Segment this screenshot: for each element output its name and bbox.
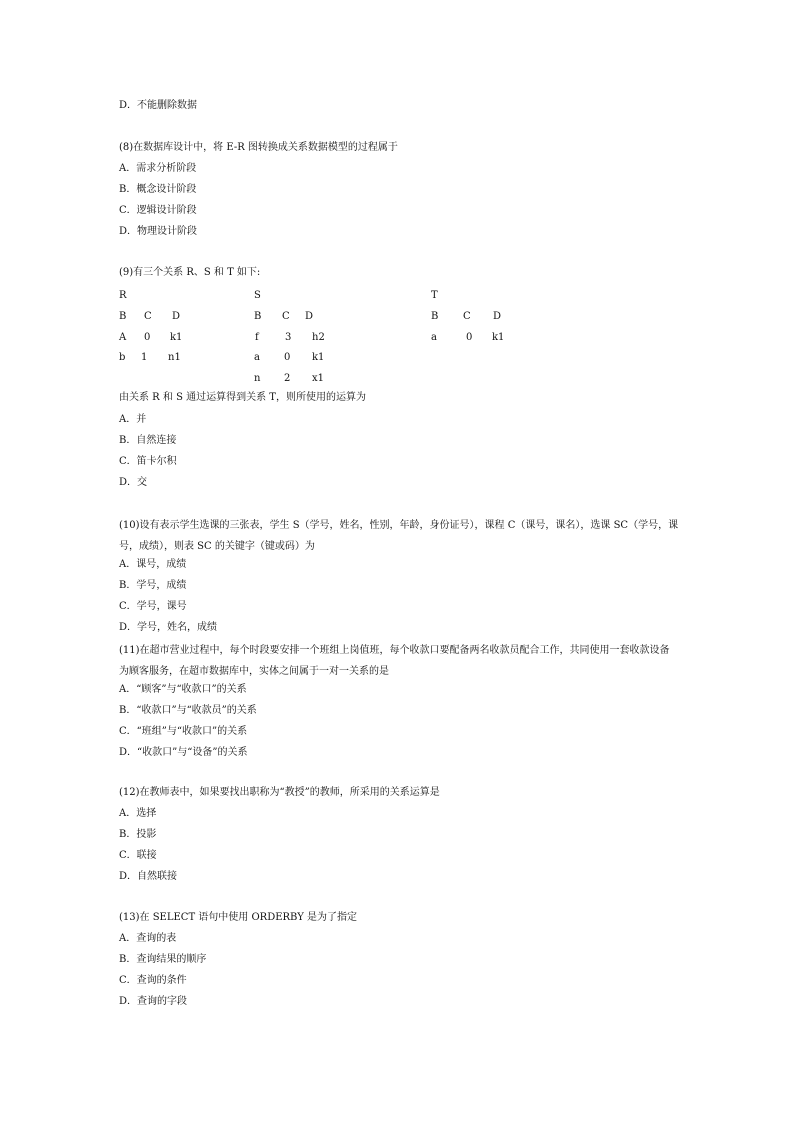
q10-option-a: A．课号，成绩 — [119, 559, 187, 570]
relation-s-cell: h2 — [312, 332, 325, 343]
q12-option-a: A．选择 — [119, 808, 157, 819]
q11-stem: (11)在超市营业过程中，每个时段要安排一个班组上岗值班，每个收款口要配备两名收款员配合工作，共同使用一套收款设备为顾客服务，在超市数据库中，实体之间属于一对一关系的是 — [119, 645, 670, 677]
relation-r-cell: 1 — [141, 352, 148, 363]
relation-t-header-c: C — [463, 311, 471, 322]
q9-stem: (9)有三个关系 R、S 和 T 如下: — [119, 267, 261, 278]
q11-option-c: C．“班组”与“收款口”的关系 — [119, 726, 248, 737]
relation-t-header-b: B — [431, 311, 439, 322]
relation-s-cell: 0 — [284, 352, 291, 363]
relation-r-cell: 0 — [144, 332, 151, 343]
q9-option-c: C．笛卡尔积 — [119, 456, 177, 467]
relation-s-header-c: C — [282, 311, 290, 322]
relation-t-cell: 0 — [466, 332, 473, 343]
relation-t-cell: k1 — [492, 332, 505, 343]
q12-option-c: C．联接 — [119, 850, 157, 861]
relation-s-cell: f — [255, 332, 259, 343]
relation-r-cell: A — [119, 332, 127, 343]
relation-r-cell: k1 — [170, 332, 183, 343]
relation-r-header-d: D — [172, 311, 181, 322]
q9-option-b: B．自然连接 — [119, 435, 177, 446]
relation-s-header-b: B — [254, 311, 262, 322]
q13-option-c: C．查询的条件 — [119, 975, 187, 986]
relation-r-cell: b — [119, 352, 126, 363]
q12-option-d: D．自然联接 — [119, 871, 178, 882]
q8-stem: (8)在数据库设计中，将 E-R 图转换成关系数据模型的过程属于 — [119, 142, 398, 153]
relation-s-cell: n — [254, 373, 261, 384]
q9-question: 由关系 R 和 S 通过运算得到关系 T，则所使用的运算为 — [119, 392, 366, 403]
q12-stem: (12)在教师表中，如果要找出职称为“教授”的教师，所采用的关系运算是 — [119, 787, 440, 798]
relation-s-cell: x1 — [312, 373, 325, 384]
q11-option-b: B．“收款口”与“收款员”的关系 — [119, 705, 257, 716]
q12-option-b: B．投影 — [119, 829, 157, 840]
q13-option-d: D．查询的字段 — [119, 996, 188, 1007]
q11-option-d: D．“收款口”与“设备”的关系 — [119, 747, 248, 758]
relation-s-header-d: D — [305, 311, 314, 322]
q8-option-c: C．逻辑设计阶段 — [119, 205, 197, 216]
q8-option-d: D．物理设计阶段 — [119, 226, 198, 237]
q13-option-b: B．查询结果的顺序 — [119, 954, 207, 965]
q11-option-a: A．“顾客”与“收款口”的关系 — [119, 684, 247, 695]
q13-stem: (13)在 SELECT 语句中使用 ORDERBY 是为了指定 — [119, 912, 358, 923]
relation-s-cell: k1 — [312, 352, 325, 363]
q13-option-a: A．查询的表 — [119, 933, 177, 944]
relation-t-cell: a — [431, 332, 437, 343]
q7-option-d: D．不能删除数据 — [119, 100, 198, 111]
relation-r-name: R — [119, 290, 127, 301]
relation-t-header-d: D — [493, 311, 502, 322]
q10-stem: (10)设有表示学生选课的三张表，学生 S（学号，姓名，性别，年龄，身份证号），课程 C（课号，课名），选课 SC（学号，课号，成绩），则表 SC 的关键字（键或码）为 — [119, 520, 679, 552]
relation-s-name: S — [254, 290, 261, 301]
q10-option-d: D．学号，姓名，成绩 — [119, 622, 218, 633]
relation-r-header-b: B — [119, 311, 127, 322]
relation-s-cell: a — [254, 352, 260, 363]
q10-option-c: C．学号，课号 — [119, 601, 187, 612]
relation-s-cell: 2 — [284, 373, 291, 384]
relation-s-cell: 3 — [285, 332, 292, 343]
q10-option-b: B．学号，成绩 — [119, 580, 187, 591]
relation-r-header-c: C — [144, 311, 152, 322]
q8-option-a: A．需求分析阶段 — [119, 163, 197, 174]
q8-option-b: B．概念设计阶段 — [119, 184, 197, 195]
q9-option-d: D．交 — [119, 477, 148, 488]
relation-t-name: T — [431, 290, 438, 301]
q9-option-a: A．并 — [119, 414, 147, 425]
relation-r-cell: n1 — [168, 352, 181, 363]
